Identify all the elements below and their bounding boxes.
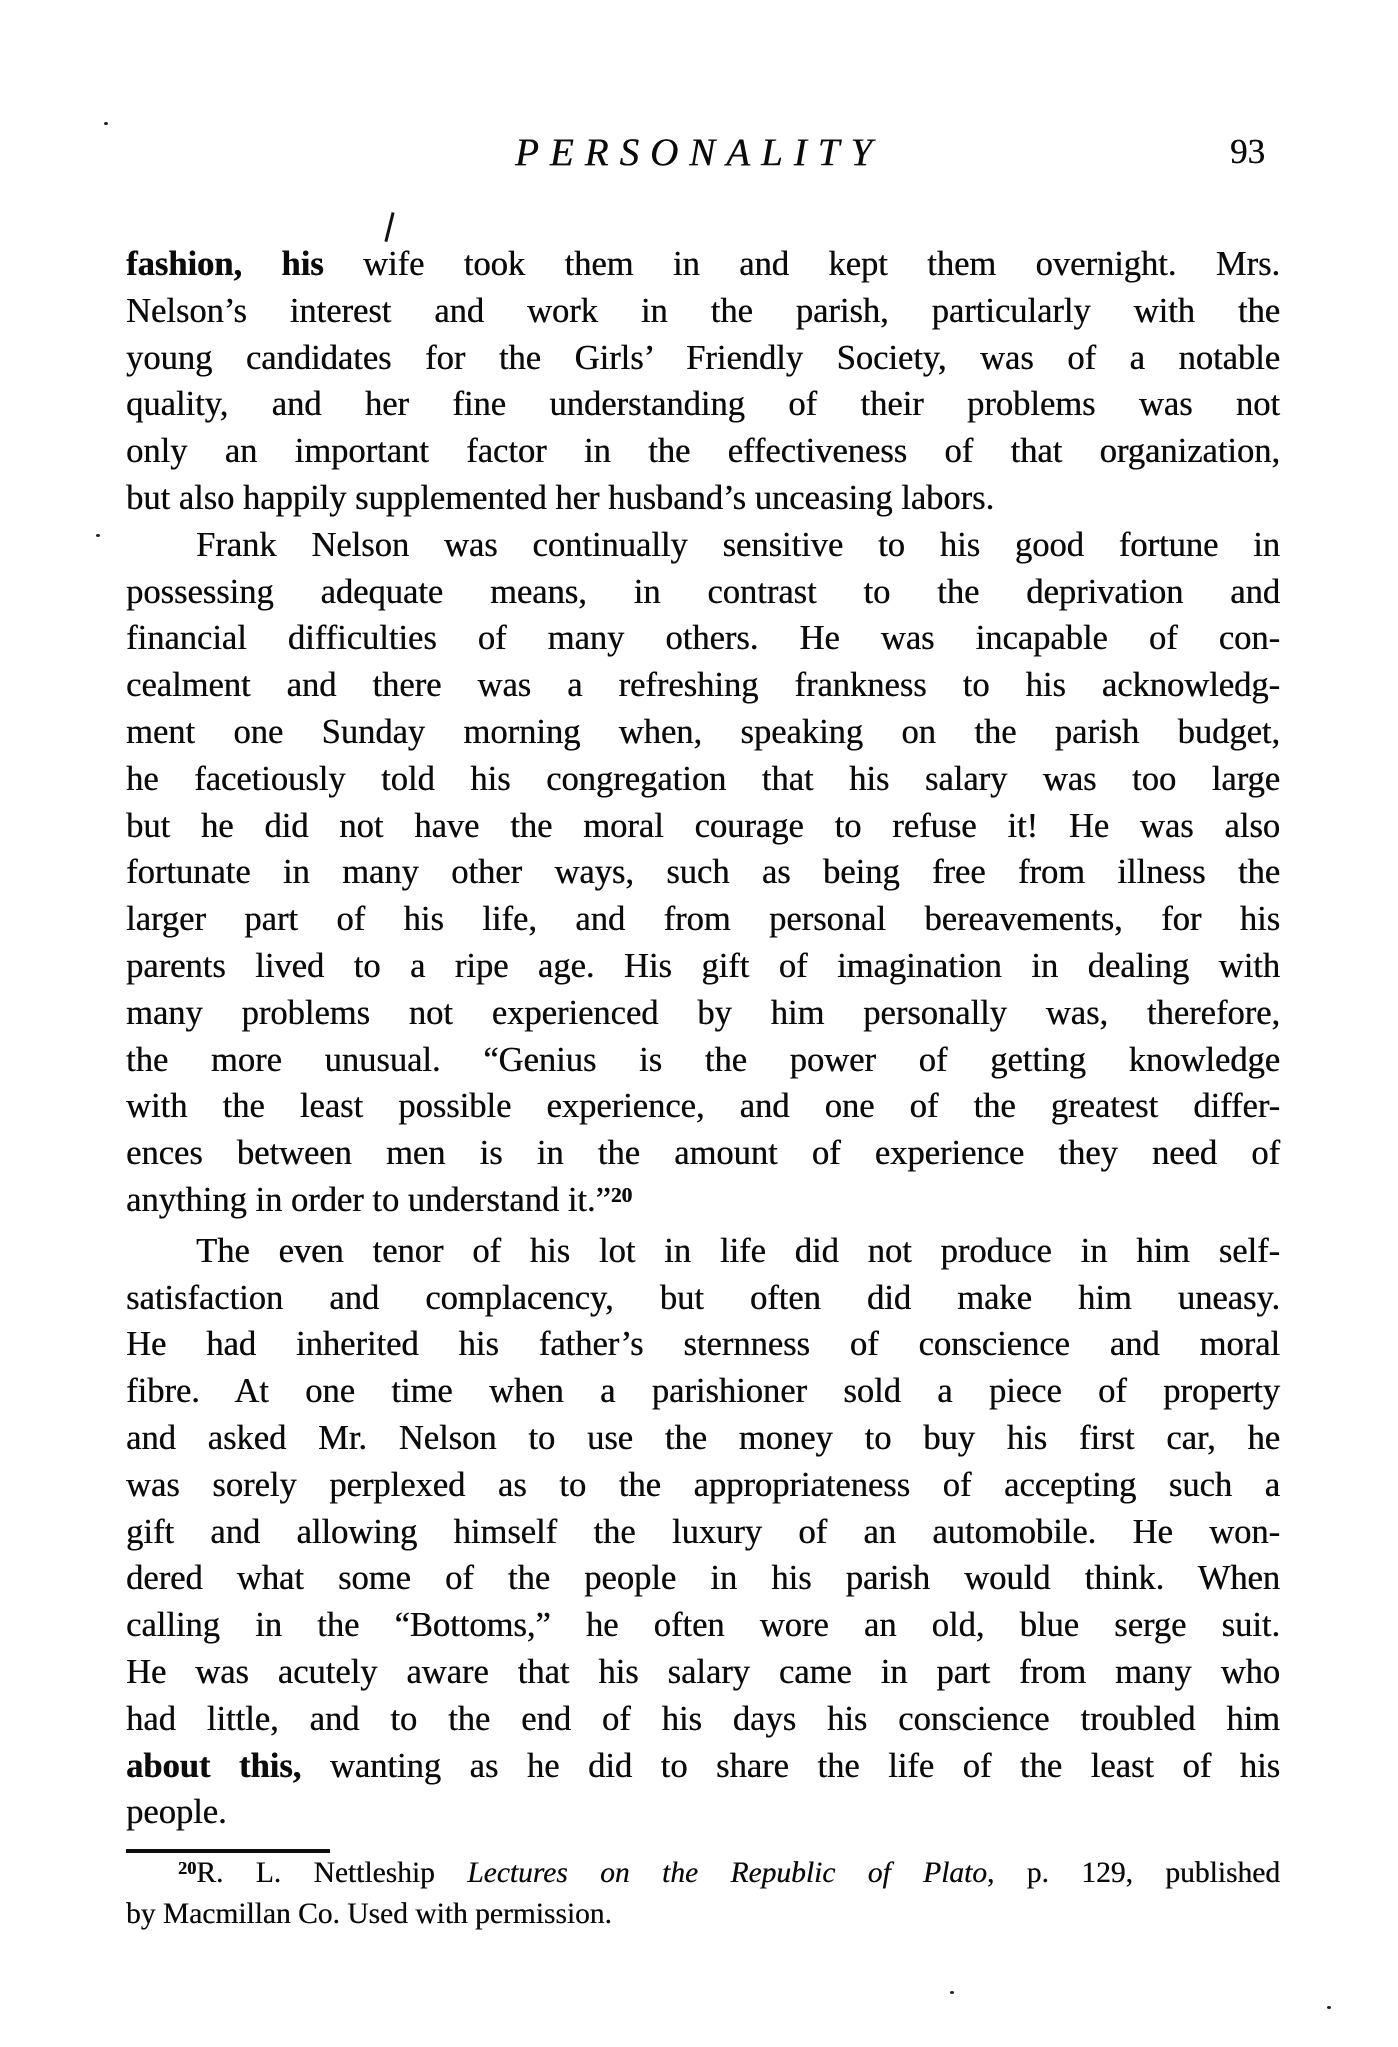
- text-line: [126, 1177, 1280, 1228]
- text-segment: anything in order to understand it.”: [126, 1180, 611, 1219]
- text-line: possessing adequate means, in contrast to the deprivation and: [126, 572, 1280, 611]
- bold-text: fashion, his: [126, 245, 324, 283]
- text-line: Frank Nelson was continually sensitive to his good fortune in: [196, 525, 1280, 564]
- text-line: gift and allowing himself the luxury of an automobile. He won-: [126, 1512, 1280, 1551]
- page-number: 93: [1230, 132, 1265, 171]
- page-title: PERSONALITY: [514, 131, 884, 174]
- footnote: [126, 1854, 1280, 1933]
- text-line: parents lived to a ripe age. His gift of imagination in dealing with: [126, 946, 1280, 985]
- text-line: only an important factor in the effectiveness of that organization,: [126, 432, 1280, 471]
- scan-artifact-stroke: [384, 212, 394, 242]
- text-line: many problems not experienced by him personally was, therefore,: [126, 993, 1280, 1032]
- text-line: but he did not have the moral courage to refuse it! He was also: [126, 806, 1280, 845]
- text-line: people.: [126, 1793, 227, 1832]
- bold-text: about this,: [126, 1746, 302, 1785]
- text-line: fibre. At one time when a parishioner sold a piece of property: [126, 1372, 1280, 1411]
- text-line: was sorely perplexed as to the appropriateness of accepting such a: [126, 1465, 1280, 1504]
- text-line: cealment and there was a refreshing frankness to his acknowledg-: [126, 666, 1280, 705]
- text-segment: , p. 129, published: [986, 1857, 1281, 1889]
- paragraph: [126, 1228, 1280, 1836]
- text-line: satisfaction and complacency, but often did make him uneasy.: [126, 1278, 1280, 1317]
- text-segment: wife took them in and kept them overnight. Mrs.: [323, 245, 1280, 283]
- sup-text: 20: [178, 1858, 197, 1879]
- running-header: [0, 130, 1398, 175]
- italic-text: Lectures on the Republic of Plato: [467, 1857, 987, 1889]
- text-segment: R. L. Nettleship: [196, 1857, 468, 1889]
- text-line: young candidates for the Girls’ Friendly Society, was of a notable: [126, 338, 1280, 377]
- text-line: fortunate in many other ways, such as being free from illness the: [126, 853, 1280, 892]
- text-line: and asked Mr. Nelson to use the money to buy his first car, he: [126, 1418, 1280, 1457]
- text-line: ment one Sunday morning when, speaking on the parish budget,: [126, 712, 1280, 751]
- footnote-line: [126, 1854, 1280, 1895]
- text-line: but also happily supplemented her husband’s unceasing labors.: [126, 478, 995, 517]
- scan-speck: [96, 534, 100, 537]
- text-line: with the least possible experience, and one of the greatest differ-: [126, 1087, 1280, 1126]
- text-line: calling in the “Bottoms,” he often wore an old, blue serge suit.: [126, 1606, 1280, 1645]
- paragraph: [126, 522, 1280, 1228]
- text-line: quality, and her fine understanding of their problems was not: [126, 385, 1280, 424]
- text-line: the more unusual. “Genius is the power of getting knowledge: [126, 1040, 1280, 1079]
- sup-text: 20: [610, 1182, 633, 1207]
- text-line: He was acutely aware that his salary came in part from many who: [126, 1652, 1280, 1691]
- text-line: larger part of his life, and from personal bereavements, for his: [126, 900, 1280, 939]
- text-line: had little, and to the end of his days his conscience troubled him: [126, 1699, 1280, 1738]
- paragraph: [126, 241, 1280, 522]
- text-line: [126, 241, 1280, 288]
- scan-speck: [104, 122, 108, 125]
- text-line: He had inherited his father’s sternness of conscience and moral: [126, 1325, 1280, 1364]
- scan-speck: [950, 1991, 954, 1994]
- text-line: Nelson’s interest and work in the parish, particularly with the: [126, 291, 1280, 330]
- text-line: financial difficulties of many others. He was incapable of con-: [126, 619, 1280, 658]
- text-line: ences between men is in the amount of experience they need of: [126, 1134, 1280, 1173]
- text-line: he facetiously told his congregation that his salary was too large: [126, 759, 1280, 798]
- text-line: The even tenor of his lot in life did not produce in him self-: [196, 1231, 1280, 1270]
- footnote-line: by Macmillan Co. Used with permission.: [126, 1898, 612, 1930]
- footnote-rule: [126, 1849, 330, 1853]
- text-line: [126, 1743, 1280, 1790]
- text-line: dered what some of the people in his parish would think. When: [126, 1559, 1280, 1598]
- scan-speck: [1327, 2006, 1331, 2009]
- body-text: [126, 241, 1280, 1836]
- text-segment: wanting as he did to share the life of the least of his: [301, 1746, 1280, 1785]
